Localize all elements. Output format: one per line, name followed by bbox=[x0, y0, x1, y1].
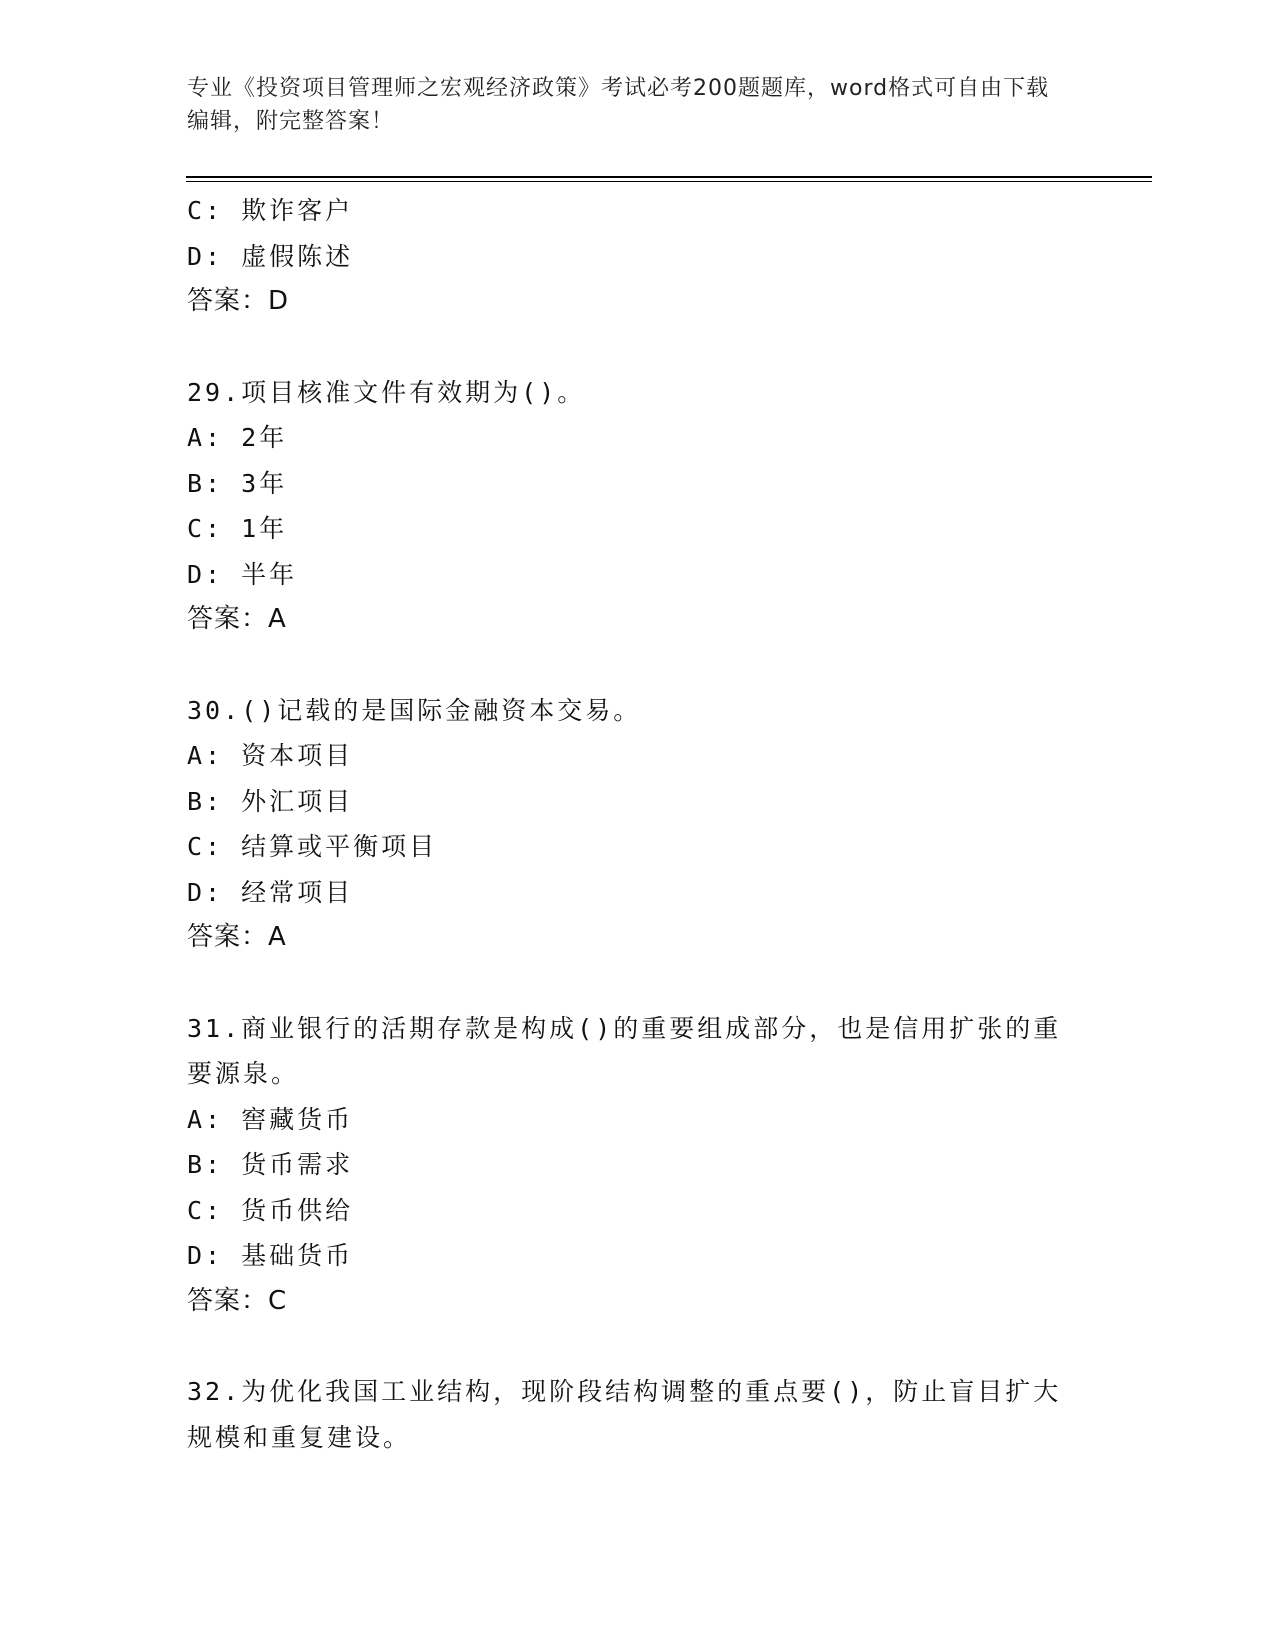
option-b: B: 3年 bbox=[187, 468, 288, 498]
option-a: A: 窖藏货币 bbox=[187, 1104, 354, 1134]
option-c: C: 欺诈客户 bbox=[187, 196, 354, 225]
answer-line: 答案：C bbox=[187, 1285, 288, 1316]
question-30 bbox=[187, 688, 1077, 961]
option-c: C: 1年 bbox=[187, 514, 288, 543]
question-text: 32.为优化我国工业结构，现阶段结构调整的重点要()，防止盲目扩大规模和重复建设。 bbox=[187, 1377, 1062, 1452]
document-header: 专业《投资项目管理师之宏观经济政策》考试必考200题题库，word格式可自由下载编辑，附完整答案！ bbox=[187, 76, 1050, 134]
option-d: D: 半年 bbox=[187, 559, 298, 589]
header-rule-thin bbox=[186, 181, 1152, 182]
previous-question-continuation bbox=[187, 188, 1077, 325]
option-d: D: 虚假陈述 bbox=[187, 241, 354, 271]
option-b: B: 货币需求 bbox=[187, 1150, 354, 1179]
option-b: B: 外汇项目 bbox=[187, 786, 354, 816]
option-a: A: 2年 bbox=[187, 423, 288, 452]
question-31 bbox=[187, 1006, 1077, 1325]
header-rule-thick bbox=[186, 176, 1152, 178]
answer-line: 答案：A bbox=[187, 922, 287, 952]
option-d: D: 基础货币 bbox=[187, 1241, 354, 1270]
option-d: D: 经常项目 bbox=[187, 877, 354, 907]
option-c: C: 结算或平衡项目 bbox=[187, 832, 438, 861]
question-32 bbox=[187, 1369, 1077, 1460]
option-c: C: 货币供给 bbox=[187, 1195, 354, 1225]
document-body bbox=[187, 188, 1077, 1460]
option-a: A: 资本项目 bbox=[187, 741, 354, 770]
question-text: 30.()记载的是国际金融资本交易。 bbox=[187, 695, 642, 725]
question-text: 29.项目核准文件有效期为()。 bbox=[187, 377, 586, 407]
answer-line: 答案：A bbox=[187, 604, 287, 634]
question-text: 31.商业银行的活期存款是构成()的重要组成部分，也是信用扩张的重要源泉。 bbox=[187, 1013, 1062, 1088]
question-29 bbox=[187, 370, 1077, 643]
answer-line: 答案：D bbox=[187, 286, 290, 316]
